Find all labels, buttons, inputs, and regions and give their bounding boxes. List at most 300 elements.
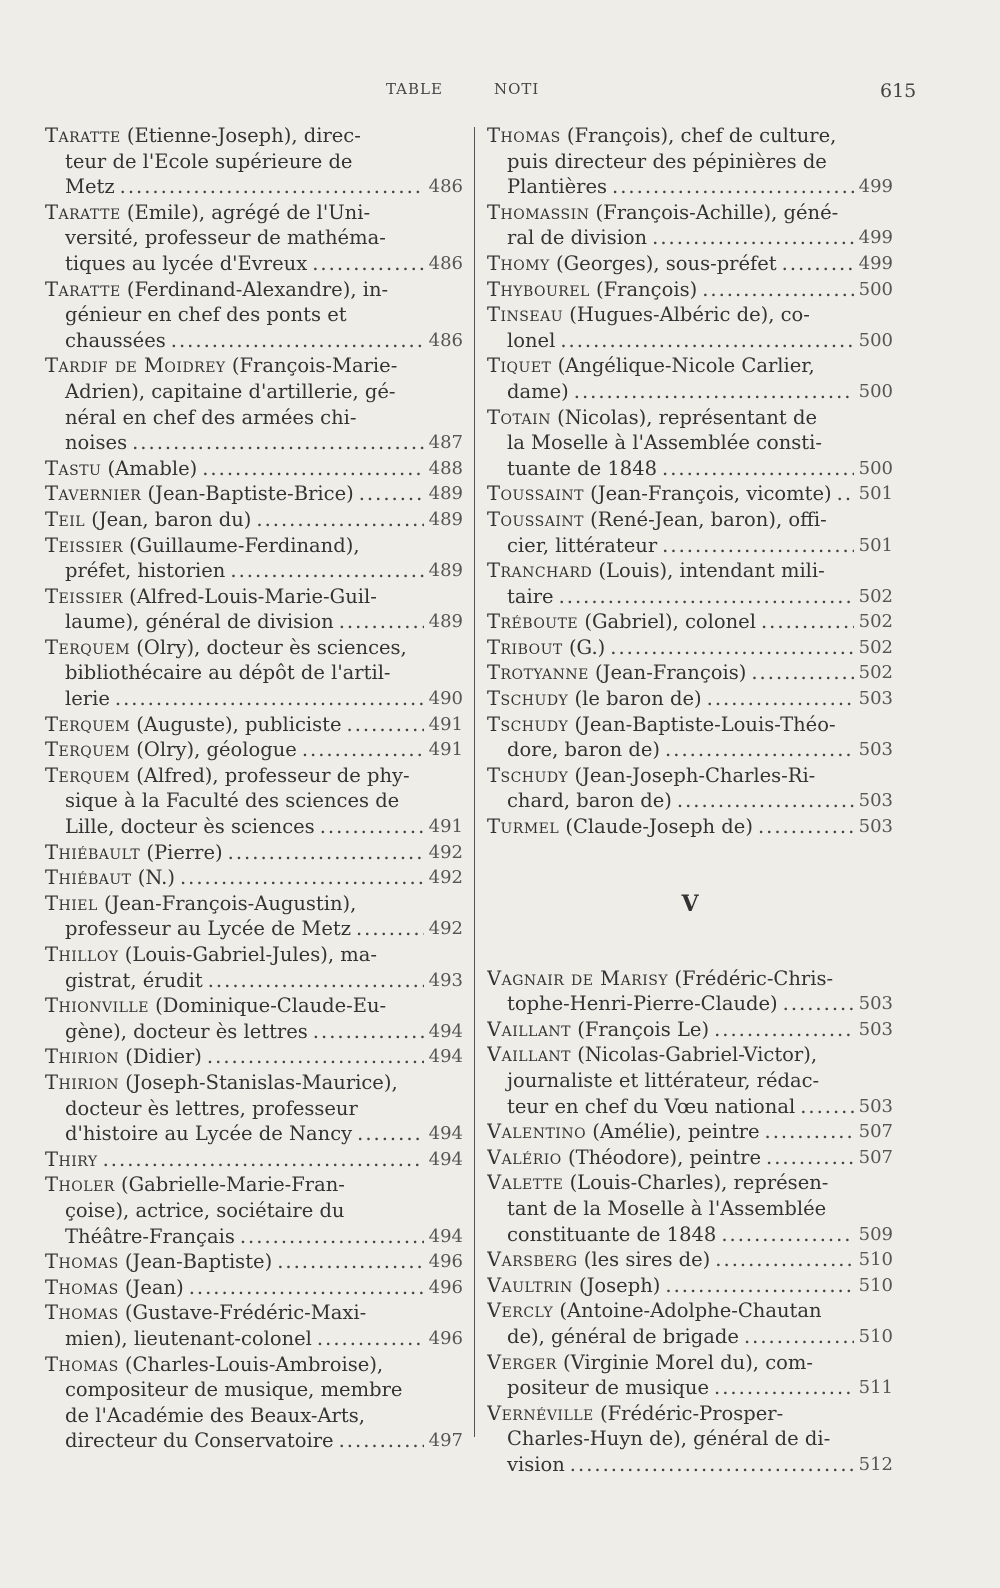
leader-dots: [208, 968, 424, 994]
entry-line: [487, 1401, 893, 1427]
entry-page-number: 511: [858, 1377, 893, 1399]
entry-line: [45, 328, 463, 354]
entry-page-number: 492: [428, 918, 463, 940]
entry-line: [45, 558, 463, 584]
entry-text: Thirion (Joseph-Stanislas-Maurice),: [45, 1070, 398, 1094]
entry-line: [487, 328, 893, 354]
leader-dots: [120, 174, 424, 200]
leader-dots: [559, 584, 854, 610]
entry-line: [487, 737, 893, 763]
leader-dots: [758, 814, 854, 840]
entry-text: Thiry: [45, 1147, 98, 1171]
running-header: [0, 80, 1000, 106]
entry-line: [45, 1300, 463, 1326]
entry-line: [45, 430, 463, 456]
entry-line: [45, 1198, 463, 1224]
entry-page-number: 502: [858, 662, 893, 684]
entry-text: sique à la Faculté des sciences de: [65, 789, 400, 813]
entry-text: tiques au lycée d'Evreux: [65, 251, 308, 275]
index-entry: [45, 1070, 463, 1147]
index-entry: [487, 277, 893, 303]
index-entry: [487, 1350, 893, 1401]
index-entry: [487, 966, 893, 1017]
index-entry: [487, 1170, 893, 1247]
entry-line: [45, 660, 463, 686]
entry-text: Vaultrin (Joseph): [487, 1273, 661, 1297]
entry-page-number: 493: [428, 969, 463, 991]
entry-line: [45, 891, 463, 917]
leader-dots: [800, 1094, 853, 1120]
entry-line: [45, 379, 463, 405]
entry-text: Thionville (Dominique-Claude-Eu-: [45, 994, 387, 1018]
entry-text: Tholer (Gabrielle-Marie-Fran-: [45, 1173, 345, 1197]
entry-text: Thomas (Jean): [45, 1275, 184, 1299]
index-entry: [45, 533, 463, 584]
entry-line: [45, 174, 463, 200]
entry-line: [45, 1249, 463, 1275]
entry-line: [487, 1350, 893, 1376]
entry-text: lonel: [507, 328, 556, 352]
index-entry: [487, 1273, 893, 1299]
column-divider: [474, 127, 475, 1437]
entry-page-number: 503: [858, 816, 893, 838]
entry-line: [45, 686, 463, 712]
leader-dots: [714, 1017, 854, 1043]
index-entry: [45, 763, 463, 840]
entry-text: teur en chef du Vœu national: [507, 1094, 796, 1118]
entry-text: préfet, historien: [65, 559, 226, 583]
leader-dots: [312, 251, 423, 277]
index-entry: [487, 1042, 893, 1119]
entry-text: taire: [507, 584, 554, 608]
entry-text: Thomas (Jean-Baptiste): [45, 1250, 273, 1274]
entry-text: Trotyanne (Jean-François): [487, 661, 747, 685]
entry-line: [45, 1352, 463, 1378]
entry-text: Vernéville (Frédéric-Prosper-: [487, 1401, 784, 1425]
entry-text: Tschudy (le baron de): [487, 687, 702, 711]
entry-page-number: 489: [428, 508, 463, 530]
index-entry: [487, 507, 893, 558]
entry-page-number: 486: [428, 252, 463, 274]
entry-text: Terquem (Auguste), publiciste: [45, 712, 342, 736]
entry-text: Vaillant (Nicolas-Gabriel-Victor),: [487, 1043, 818, 1067]
leader-dots: [751, 660, 853, 686]
entry-text: Valentino (Amélie), peintre: [487, 1120, 760, 1144]
entry-page-number: 497: [428, 1430, 463, 1452]
index-entry: [487, 763, 893, 814]
entry-line: [45, 1224, 463, 1250]
entry-line: [487, 123, 893, 149]
entry-line: [487, 507, 893, 533]
entry-text: Varsberg (les sires de): [487, 1248, 711, 1272]
entry-text: Teissier (Alfred-Louis-Marie-Guil-: [45, 584, 377, 608]
entry-page-number: 496: [428, 1327, 463, 1349]
entry-text: Vaillant (François Le): [487, 1017, 710, 1041]
entry-page-number: 494: [428, 1020, 463, 1042]
entry-text: laume), général de division: [65, 610, 334, 634]
entry-text: Tinseau (Hugues-Albéric de), co-: [487, 303, 810, 327]
entry-line: [45, 840, 463, 866]
entry-text: Taratte (Emile), agrégé de l'Uni-: [45, 200, 371, 224]
entry-text: Taratte (Ferdinand-Alexandre), in-: [45, 277, 389, 301]
entry-page-number: 488: [428, 457, 463, 479]
index-entry: [45, 277, 463, 354]
entry-text: Thiébault (Pierre): [45, 840, 223, 864]
entry-text: Thomy (Georges), sous-préfet: [487, 251, 777, 275]
leader-dots: [230, 558, 423, 584]
entry-line: [45, 865, 463, 891]
leader-dots: [180, 865, 424, 891]
entry-line: [45, 1428, 463, 1454]
entry-line: [487, 277, 893, 303]
entry-page-number: 503: [858, 790, 893, 812]
entry-line: [487, 174, 893, 200]
leader-dots: [714, 1375, 854, 1401]
leader-dots: [665, 737, 854, 763]
entry-text: versité, professeur de mathéma-: [65, 226, 386, 250]
entry-line: [487, 533, 893, 559]
entry-text: Tribout (G.): [487, 635, 606, 659]
entry-page-number: 500: [858, 278, 893, 300]
entry-text: lerie: [65, 687, 110, 711]
entry-text: gène), docteur ès lettres: [65, 1019, 308, 1043]
entry-page-number: 502: [858, 636, 893, 658]
entry-line: [45, 1172, 463, 1198]
entry-page-number: 500: [858, 329, 893, 351]
entry-line: [487, 788, 893, 814]
entry-text: Teissier (Guillaume-Ferdinand),: [45, 533, 360, 557]
entry-line: [487, 1042, 893, 1068]
entry-text: Thirion (Didier): [45, 1045, 202, 1069]
entry-text: Thiébaut (N.): [45, 866, 175, 890]
entry-text: Verger (Virginie Morel du), com-: [487, 1350, 813, 1374]
entry-text: néral en chef des armées chi-: [65, 405, 357, 429]
entry-line: [487, 456, 893, 482]
leader-dots: [240, 1224, 424, 1250]
leader-dots: [320, 814, 424, 840]
entry-line: [45, 1147, 463, 1173]
entry-line: [487, 1375, 893, 1401]
entry-text: Charles-Huyn de), général de di-: [507, 1427, 831, 1451]
entry-text: Tréboute (Gabriel), colonel: [487, 610, 756, 634]
entry-text: Théâtre-Français: [65, 1224, 235, 1248]
entry-line: [45, 1096, 463, 1122]
entry-line: [45, 277, 463, 303]
entry-page-number: 507: [858, 1121, 893, 1143]
entry-page-number: 496: [428, 1276, 463, 1298]
entry-text: teur de l'Ecole supérieure de: [65, 149, 353, 173]
leader-dots: [702, 277, 853, 303]
entry-text: dore, baron de): [507, 738, 661, 762]
entry-page-number: 510: [858, 1249, 893, 1271]
index-entry: [45, 1275, 463, 1301]
entry-text: Thomas (Gustave-Frédéric-Maxi-: [45, 1301, 367, 1325]
entry-line: [487, 379, 893, 405]
entry-line: [45, 993, 463, 1019]
entry-text: Valette (Louis-Charles), représen-: [487, 1171, 829, 1195]
entry-line: [487, 635, 893, 661]
leader-dots: [610, 635, 853, 661]
entry-line: [45, 507, 463, 533]
entry-line: [45, 1070, 463, 1096]
entry-line: [487, 584, 893, 610]
index-entry: [487, 405, 893, 482]
entry-line: [45, 609, 463, 635]
entry-text: de), général de brigade: [507, 1324, 739, 1348]
entry-page-number: 491: [428, 713, 463, 735]
entry-line: [45, 353, 463, 379]
header-title-middle: NOTI: [494, 80, 540, 98]
entry-text: génieur en chef des ponts et: [65, 303, 347, 327]
leader-dots: [189, 1275, 424, 1301]
index-entry: [45, 737, 463, 763]
index-entry: [45, 712, 463, 738]
leader-dots: [662, 456, 854, 482]
entry-text: Vagnair de Marisy (Frédéric-Chris-: [487, 966, 834, 990]
entry-line: [45, 481, 463, 507]
index-entry: [487, 353, 893, 404]
index-entry: [45, 891, 463, 942]
index-entry: [45, 123, 463, 200]
entry-text: Metz: [65, 175, 115, 199]
index-entry: [487, 814, 893, 840]
entry-text: tuante de 1848: [507, 456, 658, 480]
leader-dots: [356, 916, 424, 942]
index-entry: [487, 712, 893, 763]
entry-page-number: 491: [428, 739, 463, 761]
entry-text: noises: [65, 431, 128, 455]
entry-page-number: 499: [858, 227, 893, 249]
entry-page-number: 499: [858, 252, 893, 274]
entry-line: [45, 1121, 463, 1147]
entry-page-number: 503: [858, 1095, 893, 1117]
entry-text: professeur au Lycée de Metz: [65, 917, 351, 941]
entry-page-number: 501: [858, 483, 893, 505]
entry-line: [487, 353, 893, 379]
entry-line: [487, 609, 893, 635]
index-entry: [487, 200, 893, 251]
entry-text: Tavernier (Jean-Baptiste-Brice): [45, 482, 354, 506]
leader-dots: [665, 1273, 853, 1299]
entry-line: [487, 712, 893, 738]
entry-page-number: 492: [428, 841, 463, 863]
entry-line: [45, 1275, 463, 1301]
entry-line: [487, 1119, 893, 1145]
index-entry: [487, 558, 893, 609]
leader-dots: [761, 609, 854, 635]
leader-dots: [783, 991, 854, 1017]
index-entry: [45, 1300, 463, 1351]
index-entry: [487, 481, 893, 507]
entry-text: Thilloy (Louis-Gabriel-Jules), ma-: [45, 943, 377, 966]
entry-page-number: 507: [858, 1146, 893, 1168]
entry-text: puis directeur des pépinières de: [507, 149, 827, 173]
leader-dots: [612, 174, 854, 200]
entry-page-number: 494: [428, 1123, 463, 1145]
index-entry: [45, 456, 463, 482]
entry-line: [487, 481, 893, 507]
entry-page-number: 503: [858, 1018, 893, 1040]
entry-line: [487, 200, 893, 226]
entry-page-number: 487: [428, 432, 463, 454]
index-entry: [487, 1247, 893, 1273]
index-entry: [487, 1145, 893, 1171]
entry-line: [487, 1094, 893, 1120]
entry-page-number: 503: [858, 739, 893, 761]
entry-line: [45, 942, 463, 968]
entry-line: [487, 558, 893, 584]
entry-page-number: 491: [428, 816, 463, 838]
leader-dots: [744, 1324, 854, 1350]
entry-line: [487, 251, 893, 277]
entry-line: [45, 225, 463, 251]
entry-list-right-v: [487, 966, 893, 1478]
entry-text: chard, baron de): [507, 789, 672, 813]
index-entry: [45, 865, 463, 891]
leader-dots: [103, 1147, 424, 1173]
entry-text: Tiquet (Angélique-Nicole Carlier,: [487, 354, 815, 378]
leader-dots: [313, 1019, 424, 1045]
entry-text: journaliste et littérateur, rédac-: [507, 1069, 820, 1092]
entry-line: [487, 686, 893, 712]
index-entry: [45, 1172, 463, 1249]
entry-line: [487, 1017, 893, 1043]
entry-page-number: 486: [428, 329, 463, 351]
entry-line: [487, 1426, 893, 1452]
entry-text: compositeur de musique, membre: [65, 1378, 403, 1402]
entry-line: [45, 456, 463, 482]
index-entry: [45, 1352, 463, 1454]
entry-text: tophe-Henri-Pierre-Claude): [507, 992, 778, 1016]
entry-text: Teil (Jean, baron du): [45, 507, 252, 531]
entry-text: cier, littérateur: [507, 533, 658, 557]
index-entry: [45, 481, 463, 507]
leader-dots: [228, 840, 424, 866]
entry-line: [487, 966, 893, 992]
leader-dots: [317, 1326, 424, 1352]
entry-text: Tardif de Moidrey (François-Marie-: [45, 354, 398, 378]
entry-page-number: 501: [858, 534, 893, 556]
entry-text: Adrien), capitaine d'artillerie, gé-: [65, 379, 396, 403]
entry-page-number: 510: [858, 1325, 893, 1347]
leader-dots: [256, 507, 423, 533]
entry-line: [45, 149, 463, 175]
header-title-left: TABLE: [386, 80, 443, 98]
index-entry: [487, 1401, 893, 1478]
entry-line: [487, 991, 893, 1017]
entry-text: docteur ès lettres, professeur: [65, 1096, 358, 1120]
entry-page-number: 489: [428, 483, 463, 505]
leader-dots: [721, 1222, 853, 1248]
entry-page-number: 486: [428, 176, 463, 198]
leader-dots: [277, 1249, 423, 1275]
entry-line: [487, 1247, 893, 1273]
index-entry: [45, 993, 463, 1044]
leader-dots: [766, 1145, 854, 1171]
entry-text: mien), lieutenant-colonel: [65, 1326, 312, 1350]
index-entry: [487, 686, 893, 712]
entry-line: [487, 1068, 893, 1094]
entry-text: Tschudy (Jean-Joseph-Charles-Ri-: [487, 763, 816, 787]
entry-text: Thomas (François), chef de culture,: [487, 124, 837, 147]
leader-dots: [782, 251, 854, 277]
index-entry: [487, 1119, 893, 1145]
entry-page-number: 512: [858, 1453, 893, 1475]
entry-text: Tranchard (Louis), intendant mili-: [487, 559, 825, 583]
entry-list-right: [487, 123, 893, 840]
entry-text: Valério (Théodore), peintre: [487, 1145, 762, 1169]
entry-text: dame): [507, 379, 569, 403]
entry-line: [45, 1403, 463, 1429]
entry-text: chaussées: [65, 328, 166, 352]
entry-page-number: 502: [858, 585, 893, 607]
entry-line: [487, 814, 893, 840]
index-entry: [45, 942, 463, 993]
leader-dots: [662, 533, 853, 559]
entry-line: [45, 635, 463, 661]
entry-text: Totain (Nicolas), représentant de: [487, 405, 817, 429]
leader-dots: [171, 328, 424, 354]
entry-text: Terquem (Olry), docteur ès sciences,: [45, 635, 407, 659]
entry-line: [45, 200, 463, 226]
leader-dots: [707, 686, 854, 712]
index-entry: [487, 123, 893, 200]
leader-dots: [339, 1428, 424, 1454]
entry-page-number: 503: [858, 993, 893, 1015]
leader-dots: [115, 686, 424, 712]
leader-dots: [347, 712, 424, 738]
entry-line: [45, 1044, 463, 1070]
entry-page-number: 489: [428, 611, 463, 633]
entry-text: Terquem (Olry), géologue: [45, 738, 297, 762]
entry-line: [487, 1222, 893, 1248]
entry-text: Terquem (Alfred), professeur de phy-: [45, 763, 410, 787]
entry-text: Toussaint (René-Jean, baron), offi-: [487, 507, 827, 531]
entry-line: [487, 763, 893, 789]
left-column: [45, 123, 463, 1454]
index-entry: [487, 660, 893, 686]
entry-line: [45, 968, 463, 994]
entry-page-number: 494: [428, 1225, 463, 1247]
entry-line: [45, 405, 463, 431]
index-entry: [45, 1147, 463, 1173]
index-entry: [45, 635, 463, 712]
entry-line: [45, 814, 463, 840]
entry-text: Plantières: [507, 175, 608, 199]
entry-text: gistrat, érudit: [65, 968, 203, 992]
page-number: 615: [880, 80, 917, 102]
entry-line: [45, 533, 463, 559]
entry-text: Taratte (Etienne-Joseph), direc-: [45, 124, 361, 147]
entry-line: [487, 149, 893, 175]
entry-line: [45, 1326, 463, 1352]
entry-line: [487, 1196, 893, 1222]
entry-list-left: [45, 123, 463, 1454]
leader-dots: [132, 430, 424, 456]
index-entry: [487, 1298, 893, 1349]
leader-dots: [359, 481, 424, 507]
leader-dots: [357, 1121, 424, 1147]
entry-line: [45, 737, 463, 763]
entry-text: la Moselle à l'Assemblée consti-: [507, 431, 822, 455]
leader-dots: [677, 788, 854, 814]
leader-dots: [837, 481, 854, 507]
entry-line: [487, 1298, 893, 1324]
entry-text: Thomassin (François-Achille), géné-: [487, 200, 839, 224]
entry-line: [45, 916, 463, 942]
entry-text: bibliothécaire au dépôt de l'artil-: [65, 661, 391, 685]
entry-page-number: 500: [858, 380, 893, 402]
